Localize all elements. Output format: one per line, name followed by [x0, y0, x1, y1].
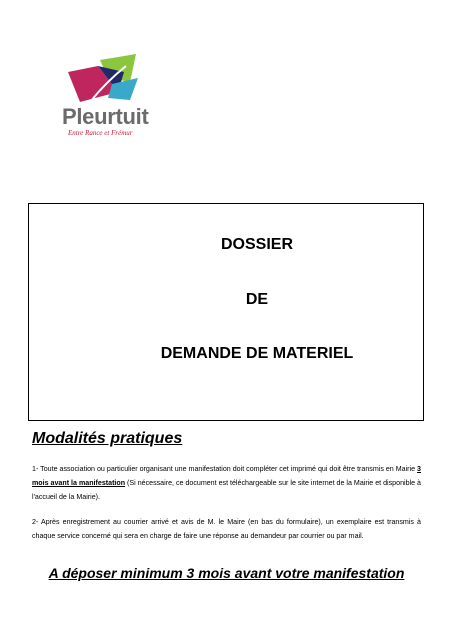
paragraph-1 [32, 462, 421, 504]
title-line-dossier: DOSSIER [220, 236, 293, 253]
title-line-de: DE [245, 291, 269, 308]
paragraph-1-deadline: 3 mois avant la manifestation [32, 465, 421, 487]
section-heading: Modalités pratiques [32, 430, 183, 447]
logo-mark-icon [60, 52, 160, 108]
logo-wordmark: Pleurtuit [62, 104, 149, 129]
paragraph-1-end: (Si nécessaire, ce document est téléchargeable sur le site internet de la Mairie et disponible à l'accueil de la Mairie). [32, 479, 421, 501]
deadline-notice: A déposer minimum 3 mois avant votre manifestation [48, 565, 405, 581]
title-box [28, 203, 424, 421]
paragraph-1-start: 1- Toute association ou particulier organisant une manifestation doit compléter cet imprimé qui doit être transmis en Mairie [32, 465, 418, 473]
paragraph-2: 2- Après enregistrement au courrier arrivé et avis de M. le Maire (en bas du formulaire), un exemplaire est transmis à chaque service concerné qui sera en charge de faire une réponse au demandeur par courrier ou par mail. [32, 518, 421, 540]
logo-tagline: Entre Rance et Frémur [68, 129, 133, 137]
title-line-demande: DEMANDE DE MATERIEL [160, 345, 354, 362]
pleurtuit-logo [60, 52, 160, 144]
